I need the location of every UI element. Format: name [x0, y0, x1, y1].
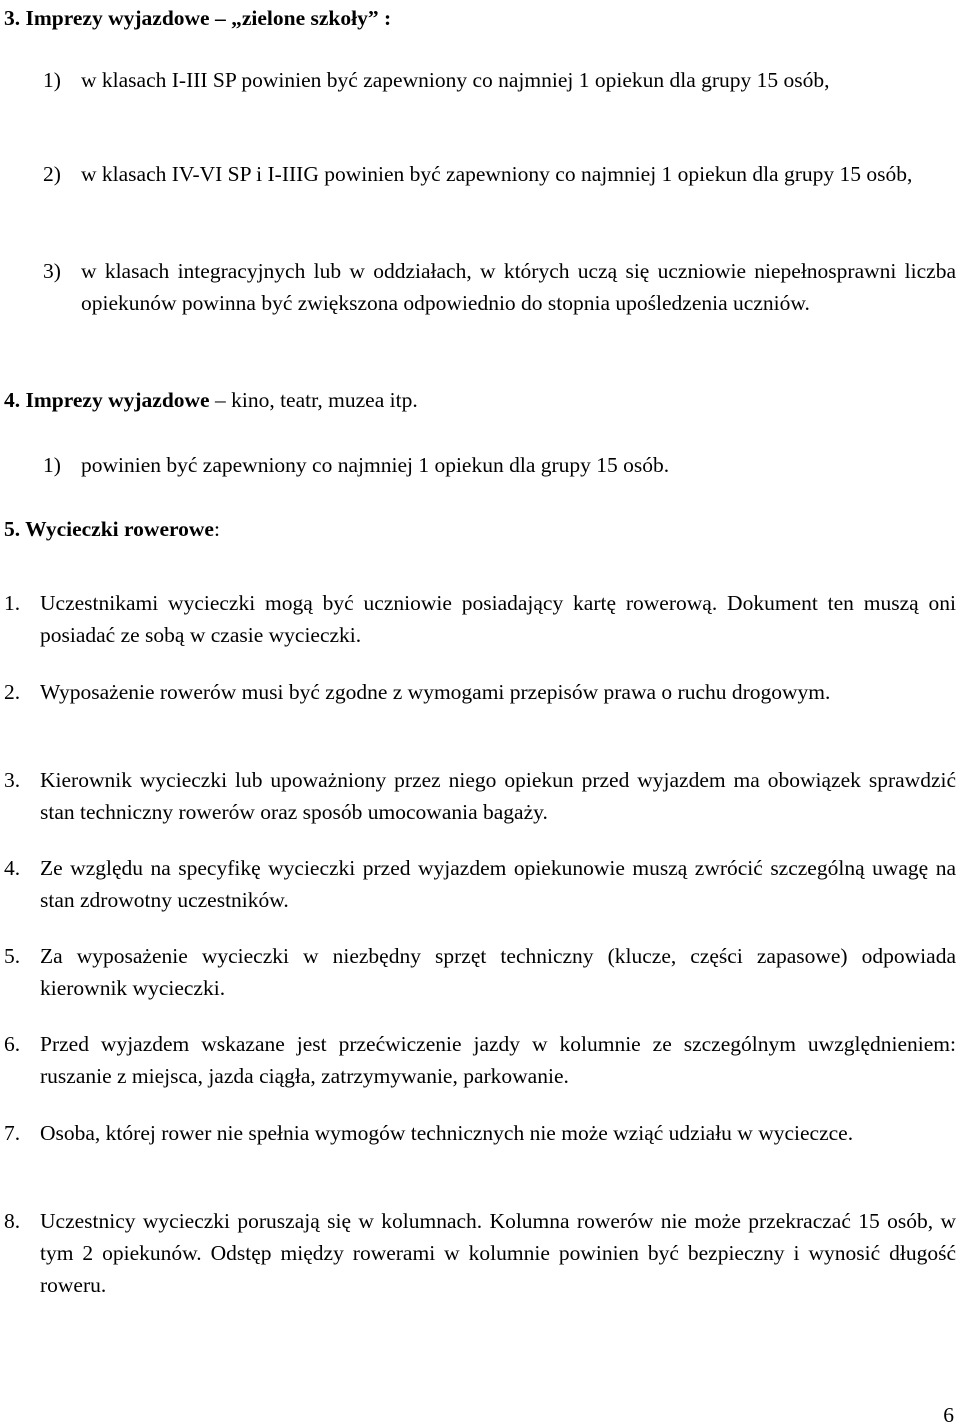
- item-text: Kierownik wycieczki lub upoważniony przez niego opiekun przed wyjazdem ma obowiązek sprawdzić stan techniczny rowerów oraz sposób umocowania bagaży.: [40, 768, 956, 824]
- section-5-item-2: [4, 676, 956, 708]
- page-number: 6: [943, 1403, 954, 1427]
- section-4-heading: [4, 384, 418, 416]
- section-5-item-6: [4, 1028, 956, 1092]
- item-number: 2.: [4, 680, 21, 704]
- section-5-item-5: [4, 940, 956, 1004]
- item-number: 1): [43, 453, 61, 477]
- item-number: 3.: [4, 768, 21, 792]
- item-number: 2): [43, 162, 61, 186]
- item-text: Osoba, której rower nie spełnia wymogów technicznych nie może wziąć udziału w wycieczce.: [40, 1121, 854, 1145]
- section-3-heading: [4, 2, 391, 34]
- item-text: Uczestnikami wycieczki mogą być uczniowie posiadający kartę rowerową. Dokument ten muszą oni posiadać ze sobą w czasie wycieczki.: [40, 591, 956, 647]
- section-5-item-1: [4, 587, 956, 651]
- item-number: 3): [43, 259, 61, 283]
- section-5-item-3: [4, 764, 956, 828]
- section-5-heading-bold: 5. Wycieczki rowerowe: [4, 517, 214, 541]
- item-number: 5.: [4, 944, 21, 968]
- item-number: 8.: [4, 1209, 21, 1233]
- section-3-heading-text: 3. Imprezy wyjazdowe – „zielone szkoły” :: [4, 6, 392, 30]
- section-3-item-3: [43, 255, 956, 319]
- section-3-item-1: [43, 64, 956, 96]
- section-4-item-1: [43, 449, 956, 481]
- item-number: 7.: [4, 1121, 21, 1145]
- item-number: 1): [43, 68, 61, 92]
- item-number: 4.: [4, 856, 21, 880]
- item-text: powinien być zapewniony co najmniej 1 opiekun dla grupy 15 osób.: [81, 453, 670, 477]
- item-number: 6.: [4, 1032, 21, 1056]
- section-4-heading-rest: – kino, teatr, muzea itp.: [209, 388, 418, 412]
- item-text: Uczestnicy wycieczki poruszają się w kolumnach. Kolumna rowerów nie może przekraczać 15 osób, w tym 2 opiekunów. Odstęp między rowerami w kolumnie powinien być bezpieczny i wynosić długość roweru.: [40, 1209, 956, 1297]
- section-5-item-7: [4, 1117, 956, 1149]
- section-3-item-2: [43, 158, 956, 190]
- section-5-item-4: [4, 852, 956, 916]
- item-text: Wyposażenie rowerów musi być zgodne z wymogami przepisów prawa o ruchu drogowym.: [40, 680, 831, 704]
- item-text: w klasach integracyjnych lub w oddziałach, w których uczą się uczniowie niepełnosprawni liczba opiekunów powinna być zwiększona odpowiednio do stopnia upośledzenia uczniów.: [81, 259, 956, 315]
- item-text: w klasach I-III SP powinien być zapewniony co najmniej 1 opiekun dla grupy 15 osób,: [81, 68, 830, 92]
- item-text: w klasach IV-VI SP i I-IIIG powinien być zapewniony co najmniej 1 opiekun dla grupy 15 osób,: [81, 162, 913, 186]
- section-4-heading-bold: 4. Imprezy wyjazdowe: [4, 388, 210, 412]
- section-5-heading: [4, 513, 220, 545]
- item-text: Przed wyjazdem wskazane jest przećwiczenie jazdy w kolumnie ze szczególnym uwzględnieniem: ruszanie z miejsca, jazda ciągła, zatrzymywanie, parkowanie.: [40, 1032, 956, 1088]
- item-text: Ze względu na specyfikę wycieczki przed wyjazdem opiekunowie muszą zwrócić szczególną uwagę na stan zdrowotny uczestników.: [40, 856, 956, 912]
- section-5-heading-rest: :: [213, 517, 220, 541]
- item-number: 1.: [4, 591, 21, 615]
- section-5-item-8: [4, 1205, 956, 1301]
- item-text: Za wyposażenie wycieczki w niezbędny sprzęt techniczny (klucze, części zapasowe) odpowiada kierownik wycieczki.: [40, 944, 956, 1000]
